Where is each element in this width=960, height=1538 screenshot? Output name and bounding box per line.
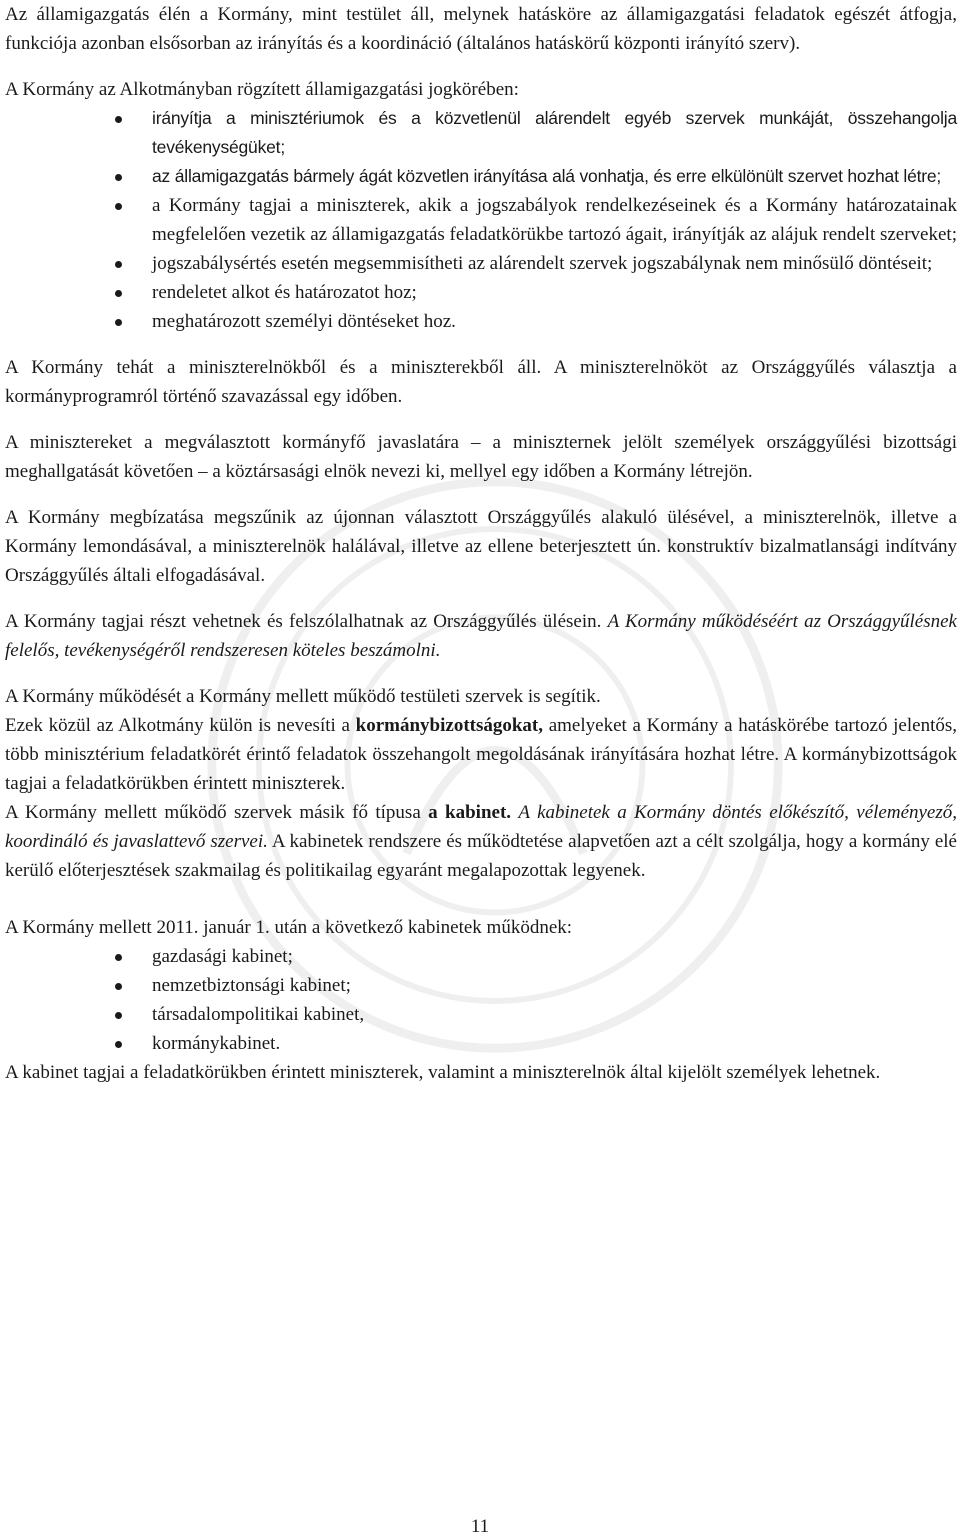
list-item: a Kormány tagjai a miniszterek, akik a jogszabályok rendelkezéseinek és a Kormány határozatainak megfelelően vezetik az államigazgatás feladatkörükbe tartozó ágait, irányítják az alájuk rendelt szerveket; [5,191,957,249]
paragraph-cabinet-members: A kabinet tagjai a feladatkörükben érintett miniszterek, valamint a miniszterelnök által kijelölt személyek lehetnek. [5,1062,881,1083]
list-item: kormánykabinet. [5,1029,957,1058]
italic-text: A Kormány működéséért az Országgyűlésnek felelős, tevékenységéről rendszeresen köteles beszámolni. [5,611,957,661]
list-item: az államigazgatás bármely ágát közvetlen irányítása alá vonhatja, és erre elkülönült szervet hozhat létre; [5,162,957,191]
paragraph-composition: A Kormány tehát a miniszterelnökből és a miniszterekből áll. A miniszterelnököt az Országgyűlés választja a kormányprogramról történő szavazással egy időben. [5,357,957,407]
bold-text: a kabinet. [428,802,512,823]
text-run: amelyeket a Kormány a hatáskörébe tartozó jelentős, több minisztérium feladatkörét érintő feladatok összehangolt megoldásának irányítására hozhat létre. A kormánybizottságok tagjai a feladatkörükben érintett miniszterek. [5,715,957,794]
bold-text: kormánybizottságokat, [355,715,544,736]
paragraph-committees [5,711,957,798]
list-item: nemzetbiztonsági kabinet; [5,971,957,1000]
paragraph-cabinets-intro: A Kormány mellett 2011. január 1. után a következő kabinetek működnek: [5,917,573,938]
list-item: jogszabálysértés esetén megsemmisítheti az alárendelt szervek jogszabálynak nem minősülő döntéseit; [5,249,957,278]
text-run: A Kormány tagjai részt vehetnek és felszólalhatnak az Országgyűlés ülésein. [5,611,608,632]
italic-text: A kabinetek a Kormány döntés előkészítő, véleményező, koordináló és javaslattevő szervei. [5,802,958,852]
list-item: gazdasági kabinet; [5,942,957,971]
powers-list [5,104,957,336]
paragraph-intro: Az államigazgatás élén a Kormány, mint testület áll, melynek hatásköre az államigazgatási feladatok egészét átfogja, funkciója azonban elsősorban az irányítás és a koordináció (általános hatáskörű központi irányító szerv). [5,4,957,54]
cabinets-list [5,942,957,1058]
list-item: meghatározott személyi döntéseket hoz. [5,307,957,336]
paragraph-cabinet [5,798,957,885]
paragraph-responsibility [5,607,957,665]
paragraph-mandate: A Kormány megbízatása megszűnik az újonnan választott Országgyűlés alakuló ülésével, a miniszterelnök, illetve a Kormány lemondásával, a miniszterelnök halálával, illetve az ellene beterjesztett ún. konstruktív bizalmatlansági indítvány Országgyűlés általi elfogadásával. [5,507,957,586]
text-run: A Kormány mellett működő szervek másik fő típusa [5,802,429,823]
paragraph-ministers: A minisztereket a megválasztott kormányfő javaslatára – a miniszternek jelölt személyek országgyűlési bizottsági meghallgatását követően – a köztársasági elnök nevezi ki, mellyel egy időben a Kormány létrejön. [5,432,957,482]
paragraph-bodies: A Kormány működését a Kormány mellett működő testületi szervek is segítik. [5,686,601,707]
list-item: irányítja a minisztériumok és a közvetlenül alárendelt egyéb szervek munkáját, összehangolja tevékenységüket; [5,104,957,162]
text-run: A kabinetek rendszere és működtetése alapvetően azt a célt szolgálja, hogy a kormány elé kerülő előterjesztések szakmailag és politikailag egyaránt megalapozottak legyenek. [5,831,957,881]
list-item: rendeletet alkot és határozatot hoz; [5,278,957,307]
text-run: Ezek közül az Alkotmány külön is nevesíti a [5,715,356,736]
document-body [5,0,957,1087]
page-number: 11 [470,1516,490,1537]
paragraph-powers-intro: A Kormány az Alkotmányban rögzített államigazgatási jogkörében: [5,79,519,100]
list-item: társadalompolitikai kabinet, [5,1000,957,1029]
